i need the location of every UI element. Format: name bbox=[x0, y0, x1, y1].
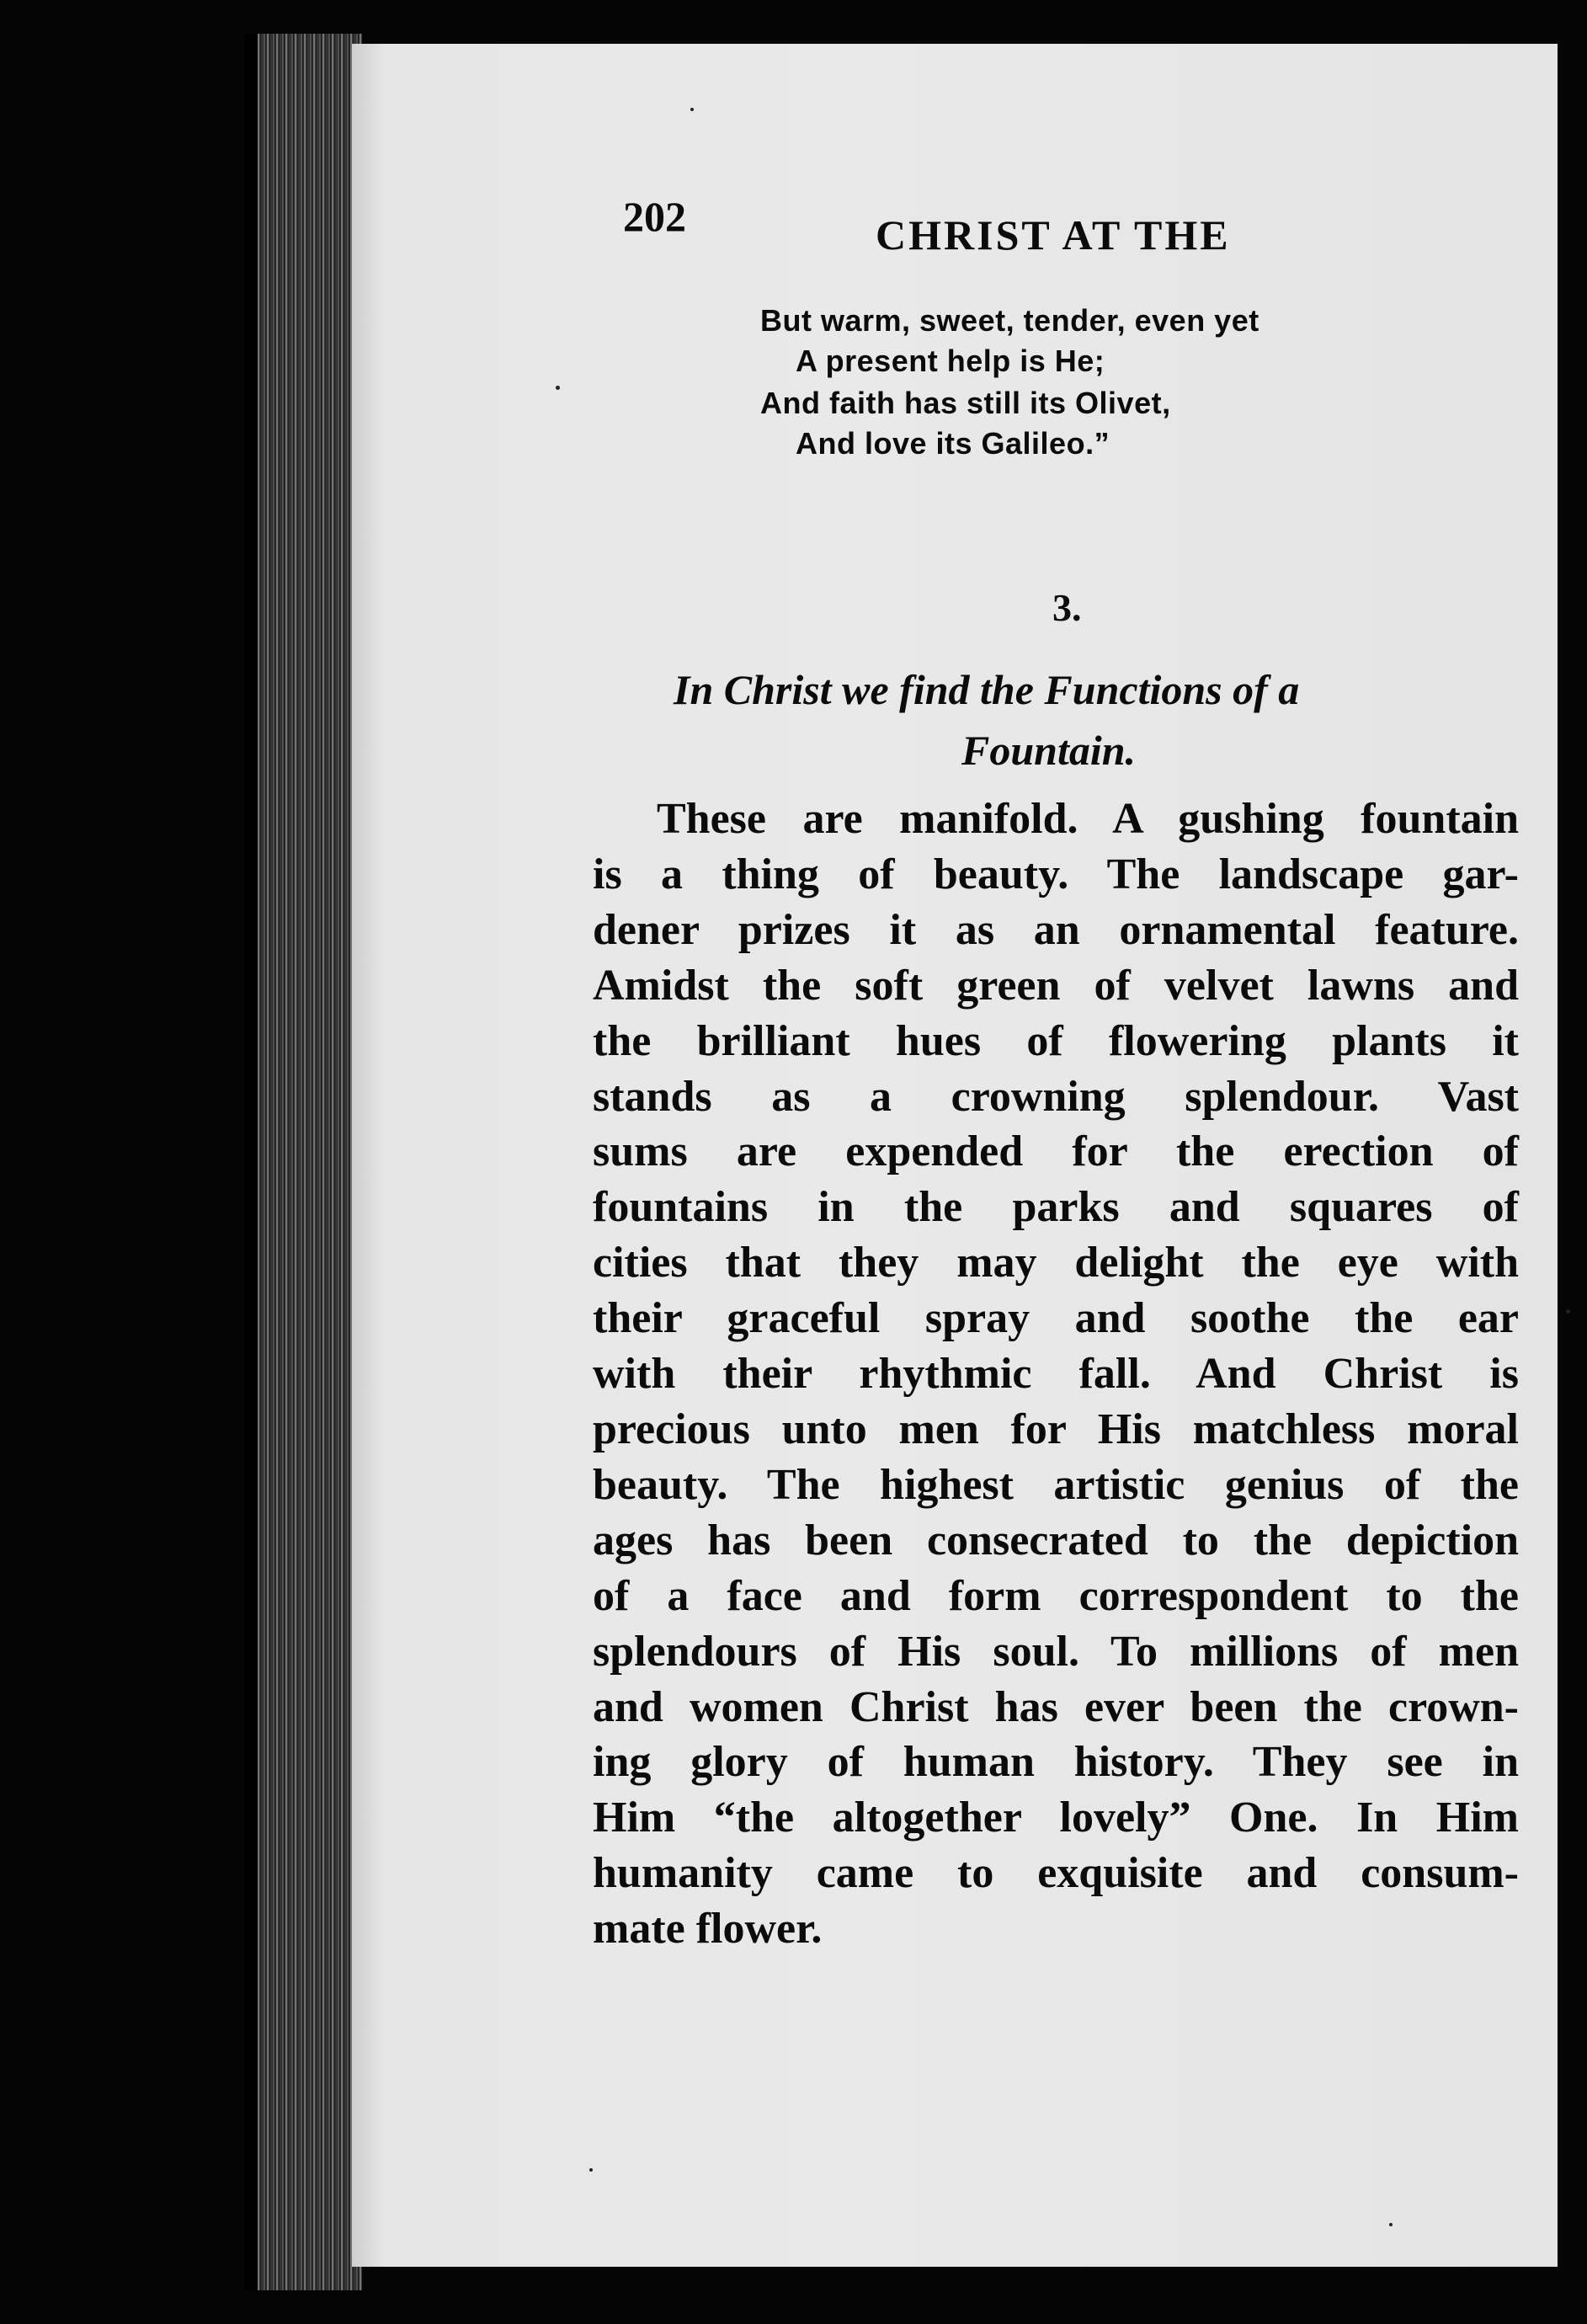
body-line: and women Christ has ever been the crown- bbox=[593, 1682, 1519, 1731]
section-number: 3. bbox=[1052, 586, 1082, 629]
body-line: Amidst the soft green of velvet lawns and bbox=[593, 961, 1519, 1010]
body-line: Him “the altogether lovely” One. In Him bbox=[593, 1794, 1519, 1842]
book-spine-shadow bbox=[244, 34, 258, 2290]
body-line: their graceful spray and soothe the ear bbox=[593, 1294, 1519, 1343]
body-line: beauty. The highest artistic genius of the bbox=[593, 1460, 1519, 1509]
body-line: ing glory of human history. They see in bbox=[593, 1738, 1519, 1787]
verse-line: But warm, sweet, tender, even yet bbox=[760, 303, 1259, 338]
heading-line: Fountain. bbox=[961, 727, 1137, 774]
scan-speck bbox=[690, 108, 694, 111]
body-line: the brilliant hues of flowering plants it bbox=[593, 1016, 1519, 1065]
scan-speck bbox=[556, 386, 560, 390]
body-line: ages has been consecrated to the depiction bbox=[593, 1516, 1519, 1564]
book-page-edges bbox=[244, 34, 362, 2290]
page-number: 202 bbox=[623, 193, 686, 240]
body-line: stands as a crowning splendour. Vast bbox=[593, 1072, 1519, 1121]
verse-line: And faith has still its Olivet, bbox=[760, 386, 1171, 420]
body-line: cities that they may delight the eye with bbox=[593, 1239, 1519, 1287]
body-line: fountains in the parks and squares of bbox=[593, 1183, 1519, 1232]
body-line: of a face and form correspondent to the bbox=[593, 1571, 1519, 1620]
body-line: is a thing of beauty. The landscape gar- bbox=[593, 850, 1519, 898]
heading-line: In Christ we find the Functions of a bbox=[674, 666, 1300, 713]
scan-speck bbox=[1566, 1309, 1570, 1314]
body-line: splendours of His soul. To millions of men bbox=[593, 1627, 1519, 1676]
running-head: CHRIST AT THE bbox=[876, 211, 1231, 259]
body-line: precious unto men for His matchless moral bbox=[593, 1405, 1519, 1453]
scan-speck bbox=[1389, 2223, 1393, 2226]
body-line: These are manifold. A gushing fountain bbox=[657, 795, 1519, 843]
body-line: sums are expended for the erection of bbox=[593, 1127, 1519, 1176]
body-line: dener prizes it as an ornamental feature. bbox=[593, 905, 1519, 954]
verse-line: And love its Galileo.” bbox=[796, 426, 1110, 461]
body-line: with their rhythmic fall. And Christ is bbox=[593, 1350, 1519, 1399]
scan-speck bbox=[589, 2168, 593, 2172]
verse-line: A present help is He; bbox=[796, 344, 1105, 378]
body-paragraph bbox=[593, 792, 1519, 1957]
body-line: humanity came to exquisite and consum- bbox=[593, 1849, 1519, 1898]
body-line: mate flower. bbox=[593, 1905, 823, 1954]
